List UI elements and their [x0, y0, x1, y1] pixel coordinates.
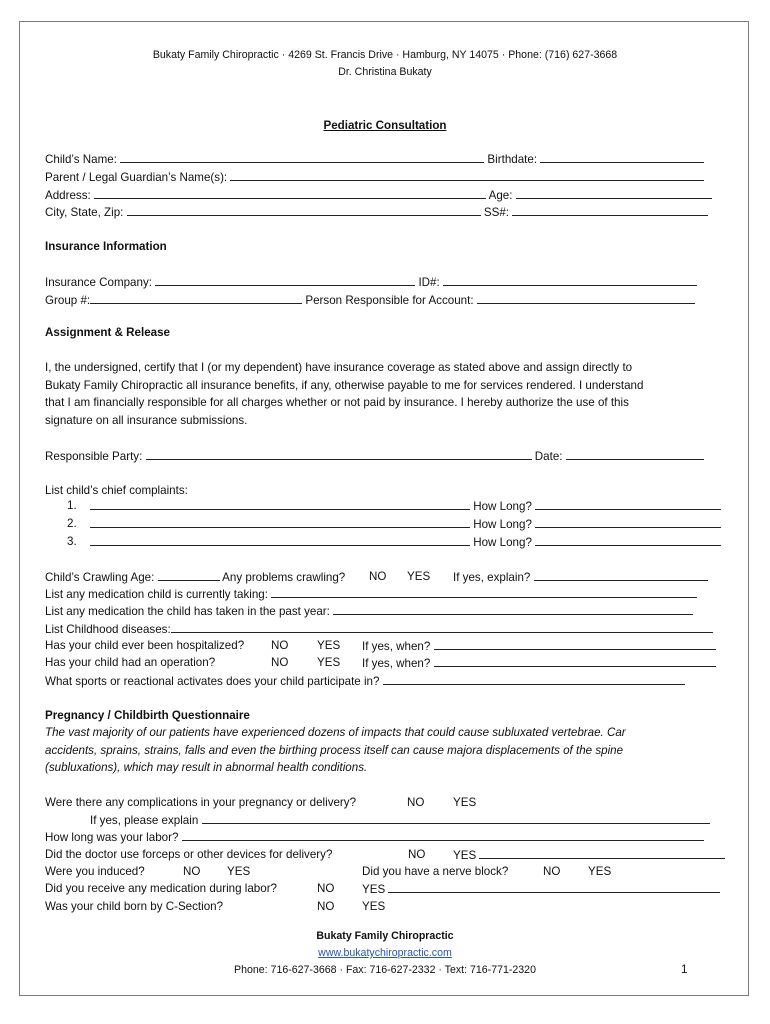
if-yes-explain-label: If yes, explain? — [453, 571, 531, 584]
insurance-company-field[interactable] — [155, 275, 415, 286]
complaint-number: 2. — [67, 517, 77, 530]
pregnancy-intro-line: (subluxations), which may result in abnormal health conditions. — [45, 761, 368, 774]
page-title: Pediatric Consultation — [323, 119, 447, 132]
insurance-id-field[interactable] — [443, 275, 697, 286]
medication-current-label: List any medication child is currently taking: — [45, 588, 268, 601]
no-option[interactable]: NO — [271, 639, 289, 652]
hospitalized-when-row — [362, 639, 716, 653]
forceps-label: Did the doctor use forceps or other devices for delivery? — [45, 848, 333, 861]
crawling-age-label: Child’s Crawling Age: — [45, 571, 155, 584]
insurance-company-row — [45, 275, 697, 290]
induced-label: Were you induced? — [45, 865, 145, 878]
explain-field[interactable] — [534, 570, 708, 581]
birthdate-field[interactable] — [540, 152, 704, 163]
city-field[interactable] — [127, 205, 481, 216]
complaint-row — [90, 535, 721, 549]
insurance-company-label: Insurance Company: — [45, 276, 152, 289]
complaint-number: 1. — [67, 499, 77, 512]
clinic-address: Bukaty Family Chiropractic · 4269 St. Francis Drive · Hamburg, NY 14075 · Phone: (716) 627-3668 — [152, 49, 618, 61]
diseases-label: List Childhood diseases: — [45, 623, 171, 636]
diseases-field[interactable] — [171, 622, 713, 633]
complaint-number: 3. — [67, 535, 77, 548]
forceps-yes-row — [453, 848, 725, 862]
address-field[interactable] — [94, 188, 486, 199]
guardian-label: Parent / Legal Guardian’s Name(s): — [45, 171, 228, 184]
responsible-account-field[interactable] — [477, 293, 695, 304]
guardian-row — [45, 170, 704, 185]
age-label: Age: — [488, 189, 513, 202]
how-long-field[interactable] — [535, 499, 721, 510]
child-name-row — [45, 152, 704, 167]
pregnancy-intro-line: The vast majority of our patients have experienced dozens of impacts that could cause subluxated vertebrae. Car — [45, 726, 626, 739]
how-long-field[interactable] — [535, 535, 721, 546]
address-row — [45, 188, 712, 203]
medication-past-row — [45, 604, 693, 619]
pregnancy-intro-line: accidents, sprains, strains, falls and even the birthing process itself can cause majora displacements of the spine — [45, 744, 624, 757]
insurance-heading: Insurance Information — [45, 240, 167, 253]
how-long-label: How Long? — [473, 500, 532, 513]
sports-row — [45, 674, 685, 689]
city-label: City, State, Zip: — [45, 206, 124, 219]
responsible-account-label: Person Responsible for Account: — [305, 294, 474, 307]
city-row — [45, 205, 708, 220]
yes-option[interactable]: YES — [317, 639, 341, 652]
medication-labor-field[interactable] — [388, 882, 720, 893]
doctor-name: Dr. Christina Bukaty — [338, 66, 432, 78]
please-explain-field[interactable] — [202, 813, 710, 824]
ssn-field[interactable] — [512, 205, 708, 216]
no-option[interactable]: NO — [369, 570, 387, 583]
address-label: Address: — [45, 189, 91, 202]
how-long-label: How Long? — [473, 536, 532, 549]
operation-when-field[interactable] — [434, 656, 716, 667]
group-row — [45, 293, 695, 308]
yes-option[interactable]: YES — [588, 865, 612, 878]
date-label: Date: — [534, 450, 563, 463]
yes-option[interactable]: YES — [317, 656, 341, 669]
no-option[interactable]: NO — [271, 656, 289, 669]
if-yes-when-label: If yes, when? — [362, 640, 431, 653]
yes-option[interactable]: YES — [453, 849, 477, 862]
complaint-field[interactable] — [90, 499, 470, 510]
footer-contact: Phone: 716-627-3668 · Fax: 716-627-2332 · Text: 716-771-2320 — [234, 964, 536, 976]
how-long-field[interactable] — [535, 517, 721, 528]
c-section-label: Was your child born by C-Section? — [45, 900, 224, 913]
labor-length-row — [45, 830, 704, 845]
hospitalized-label: Has your child ever been hospitalized? — [45, 639, 245, 652]
operation-when-row — [362, 656, 716, 670]
operation-label: Has your child had an operation? — [45, 656, 216, 669]
crawling-age-field[interactable] — [158, 570, 220, 581]
footer-website-row — [0, 946, 770, 960]
assignment-para-line: signature on all insurance submissions. — [45, 414, 248, 427]
footer-clinic-name: Bukaty Family Chiropractic — [316, 930, 454, 942]
assignment-para-line: Bukaty Family Chiropractic all insurance benefits, if any, otherwise payable to me for services rendered. I understand — [45, 379, 644, 392]
guardian-field[interactable] — [230, 170, 704, 181]
website-link[interactable]: www.bukatychiropractic.com — [318, 947, 452, 959]
nerve-block-label: Did you have a nerve block? — [362, 865, 509, 878]
hospitalized-when-field[interactable] — [434, 639, 716, 650]
no-option[interactable]: NO — [543, 865, 561, 878]
labor-length-label: How long was your labor? — [45, 831, 179, 844]
labor-length-field[interactable] — [182, 830, 704, 841]
ssn-label: SS#: — [483, 206, 509, 219]
yes-option[interactable]: YES — [362, 883, 386, 896]
insurance-id-label: ID#: — [418, 276, 440, 289]
date-field[interactable] — [566, 449, 704, 460]
no-option[interactable]: NO — [183, 865, 201, 878]
medication-past-field[interactable] — [333, 604, 693, 615]
medication-current-row — [45, 587, 697, 602]
medication-past-label: List any medication the child has taken in the past year: — [45, 605, 330, 618]
complaints-label: List child’s chief complaints: — [45, 484, 188, 497]
medication-current-field[interactable] — [271, 587, 697, 598]
responsible-party-field[interactable] — [146, 449, 532, 460]
no-option[interactable]: NO — [408, 848, 426, 861]
yes-option[interactable]: YES — [407, 570, 431, 583]
forceps-field[interactable] — [479, 848, 725, 859]
responsible-party-label: Responsible Party: — [45, 450, 143, 463]
complications-label: Were there any complications in your pregnancy or delivery? — [45, 796, 357, 809]
complaint-field[interactable] — [90, 535, 470, 546]
complaint-field[interactable] — [90, 517, 470, 528]
assignment-para-line: I, the undersigned, certify that I (or my dependent) have insurance coverage as stated above and assign directly to — [45, 361, 633, 374]
yes-option[interactable]: YES — [362, 900, 386, 913]
please-explain-row — [90, 813, 710, 827]
crawling-row — [45, 570, 345, 585]
complaint-row — [90, 499, 721, 513]
assignment-para-line: that I am financially responsible for all charges whether or not paid by insurance. I hereby authorize the use of this — [45, 396, 629, 409]
if-yes-when-label: If yes, when? — [362, 657, 431, 670]
sports-field[interactable] — [383, 674, 685, 685]
medication-labor-yes-row — [362, 882, 720, 896]
diseases-row — [45, 622, 713, 637]
age-field[interactable] — [516, 188, 712, 199]
birthdate-label: Birthdate: — [487, 153, 538, 166]
explain-row — [453, 570, 708, 584]
responsible-party-row — [45, 449, 704, 464]
page-number: 1 — [681, 963, 688, 976]
medication-labor-label: Did you receive any medication during labor? — [45, 882, 278, 895]
sports-label: What sports or reactional activates does your child participate in? — [45, 675, 380, 688]
problems-crawling-label: Any problems crawling? — [222, 571, 346, 584]
assignment-heading: Assignment & Release — [45, 326, 171, 339]
pregnancy-heading: Pregnancy / Childbirth Questionnaire — [45, 709, 250, 722]
please-explain-label: If yes, please explain — [90, 814, 199, 827]
child-name-label: Child’s Name: — [45, 153, 117, 166]
group-label: Group #: — [45, 294, 91, 307]
group-field[interactable] — [90, 293, 302, 304]
no-option[interactable]: NO — [317, 882, 335, 895]
no-option[interactable]: NO — [407, 796, 425, 809]
how-long-label: How Long? — [473, 518, 532, 531]
yes-option[interactable]: YES — [453, 796, 477, 809]
no-option[interactable]: NO — [317, 900, 335, 913]
complaint-row — [90, 517, 721, 531]
child-name-field[interactable] — [120, 152, 484, 163]
yes-option[interactable]: YES — [227, 865, 251, 878]
